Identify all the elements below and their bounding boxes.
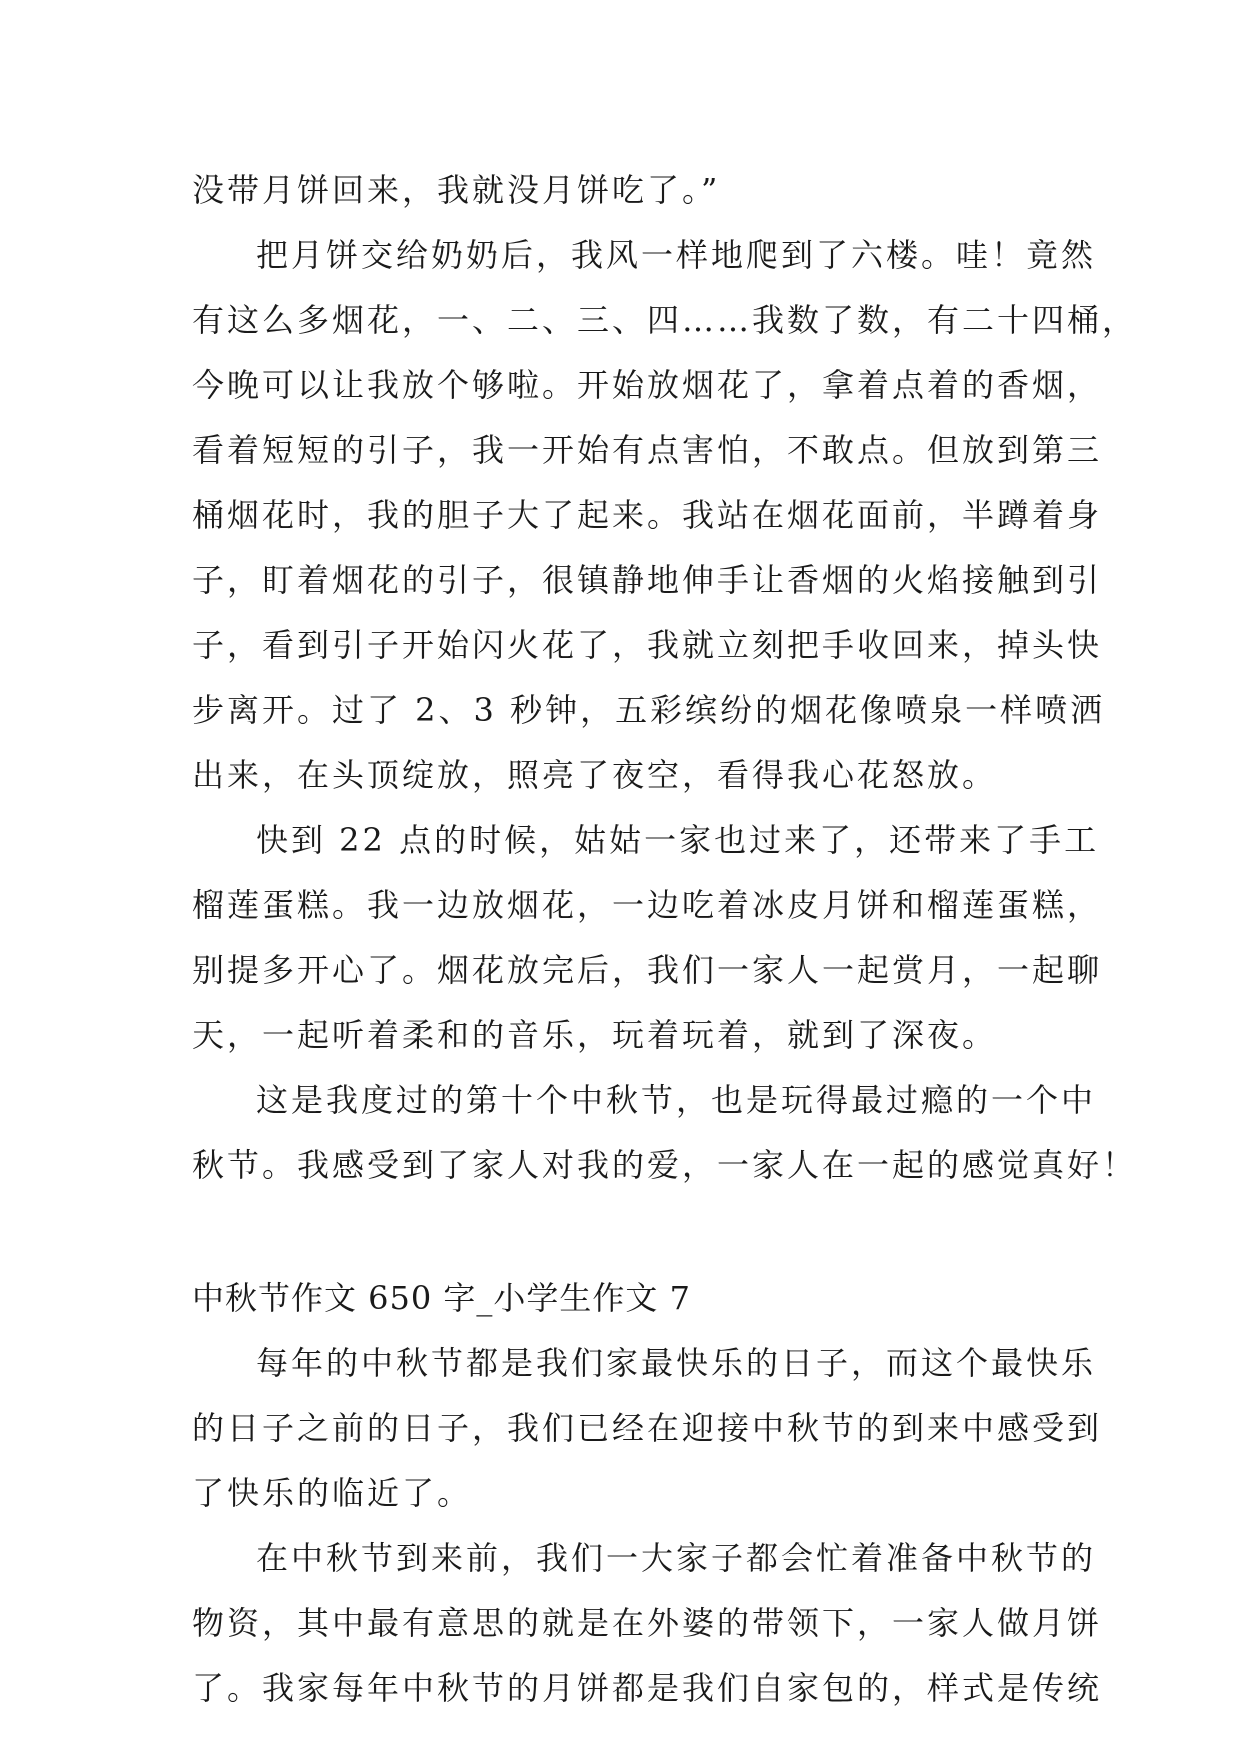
text-line: 子，看到引子开始闪火花了，我就立刻把手收回来，掉头快 — [192, 626, 1103, 664]
text-line: 出来，在头顶绽放，照亮了夜空，看得我心花怒放。 — [192, 756, 998, 794]
document-body — [192, 158, 1138, 1721]
text-line: 有这么多烟花，一、二、三、四……我数了数，有二十四桶， — [192, 301, 1138, 339]
text-line: 桶烟花时，我的胆子大了起来。我站在烟花面前，半蹲着身 — [192, 496, 1103, 534]
text-line: 的日子之前的日子，我们已经在迎接中秋节的到来中感受到 — [192, 1409, 1103, 1447]
paragraph-start-line: 在中秋节到来前，我们一大家子都会忙着准备中秋节的 — [256, 1539, 1097, 1577]
paragraph-start-line: 每年的中秋节都是我们家最快乐的日子，而这个最快乐 — [256, 1344, 1097, 1382]
text-line: 看着短短的引子，我一开始有点害怕，不敢点。但放到第三 — [192, 431, 1103, 469]
text-line: 没带月饼回来，我就没月饼吃了。” — [192, 171, 721, 209]
text-line: 榴莲蛋糕。我一边放烟花，一边吃着冰皮月饼和榴莲蛋糕， — [192, 886, 1103, 924]
section-gap — [192, 1198, 1062, 1266]
text-line: 天，一起听着柔和的音乐，玩着玩着，就到了深夜。 — [192, 1016, 998, 1054]
paragraph-start-line: 把月饼交给奶奶后，我风一样地爬到了六楼。哇！竟然 — [256, 236, 1097, 274]
paragraph-start-line: 这是我度过的第十个中秋节，也是玩得最过瘾的一个中 — [256, 1081, 1097, 1119]
text-line: 今晚可以让我放个够啦。开始放烟花了，拿着点着的香烟， — [192, 366, 1103, 404]
text-line: 了快乐的临近了。 — [192, 1474, 473, 1512]
text-line: 步离开。过了 2、3 秒钟，五彩缤纷的烟花像喷泉一样喷洒 — [192, 691, 1106, 729]
text-line: 秋节。我感受到了家人对我的爱，一家人在一起的感觉真好！ — [192, 1146, 1138, 1184]
text-line: 物资，其中最有意思的就是在外婆的带领下，一家人做月饼 — [192, 1604, 1103, 1642]
text-line: 了。我家每年中秋节的月饼都是我们自家包的，样式是传统 — [192, 1669, 1103, 1707]
text-line: 子，盯着烟花的引子，很镇静地伸手让香烟的火焰接触到引 — [192, 561, 1103, 599]
text-line: 别提多开心了。烟花放完后，我们一家人一起赏月，一起聊 — [192, 951, 1103, 989]
section-heading: 中秋节作文 650 字_小学生作文 7 — [192, 1279, 691, 1317]
paragraph-start-line: 快到 22 点的时候，姑姑一家也过来了，还带来了手工 — [256, 821, 1100, 859]
